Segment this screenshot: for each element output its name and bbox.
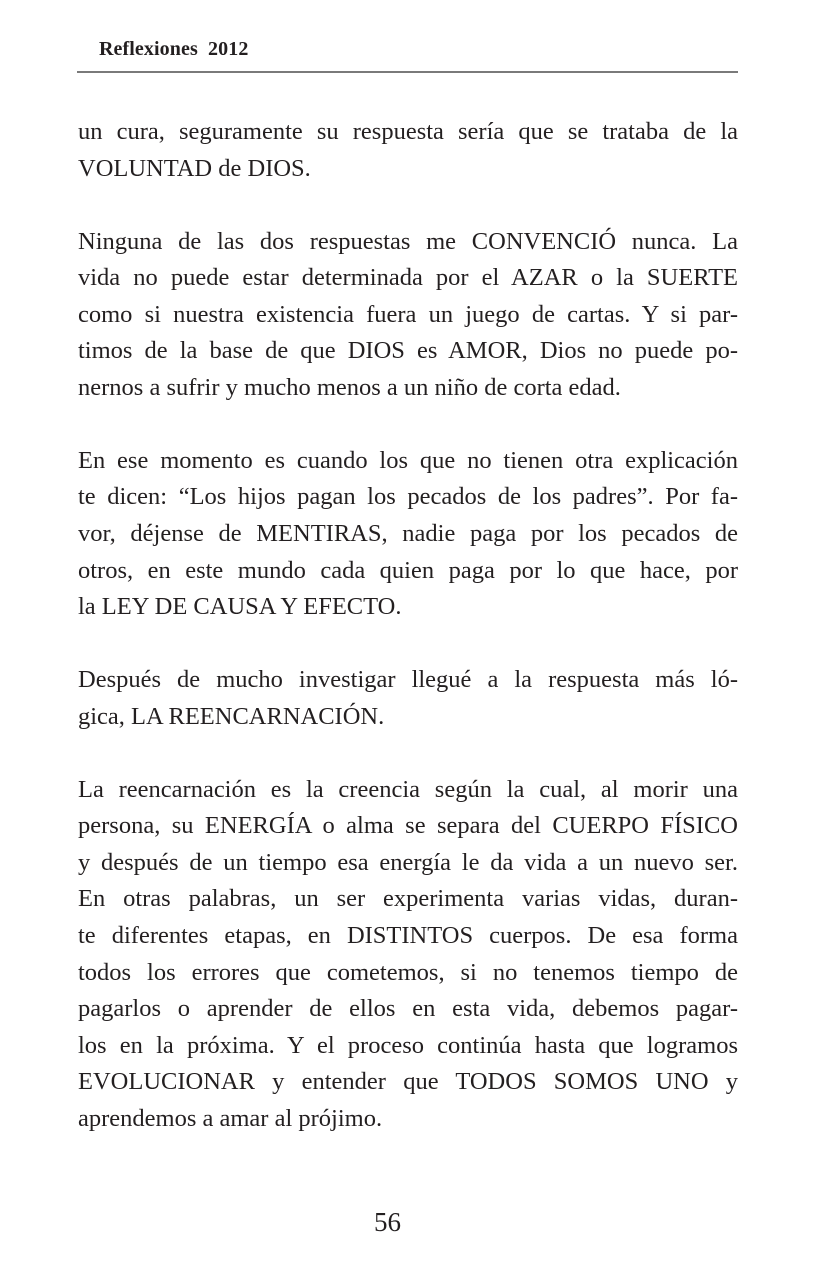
page-number: 56	[374, 1207, 401, 1237]
text-line: te dicen: “Los hijos pagan los pecados de los padres”. Por fa-	[78, 483, 738, 511]
text-line: VOLUNTAD de DIOS.	[78, 154, 311, 182]
paragraph-3	[78, 443, 738, 626]
page-body	[78, 114, 738, 1174]
text-line: un cura, seguramente su respuesta sería que se trataba de la	[78, 118, 738, 145]
text-line: timos de la base de que DIOS es AMOR, Dios no puede po-	[78, 337, 738, 365]
text-line: persona, su ENERGÍA o alma se separa del CUERPO FÍSICO	[78, 812, 738, 840]
text-line: aprendemos a amar al prójimo.	[78, 1104, 383, 1132]
running-header-title: Reflexiones 2012	[99, 38, 249, 60]
paragraph-4	[78, 662, 738, 735]
text-line: otros, en este mundo cada quien paga por lo que hace, por	[78, 556, 738, 584]
text-line: EVOLUCIONAR y entender que TODOS SOMOS UNO y	[78, 1068, 738, 1096]
text-line: la LEY DE CAUSA Y EFECTO.	[78, 593, 402, 621]
text-line: Ninguna de las dos respuestas me CONVENCIÓ nunca. La	[78, 227, 738, 255]
text-line: como si nuestra existencia fuera un juego de cartas. Y si par-	[78, 300, 738, 328]
paragraph-2	[78, 224, 738, 407]
text-line: vida no puede estar determinada por el AZAR o la SUERTE	[78, 264, 738, 292]
text-line: todos los errores que cometemos, si no tenemos tiempo de	[78, 958, 738, 986]
text-line: vor, déjense de MENTIRAS, nadie paga por los pecados de	[78, 520, 738, 548]
text-line: nernos a sufrir y mucho menos a un niño de corta edad.	[78, 373, 621, 401]
text-line: En otras palabras, un ser experimenta varias vidas, duran-	[78, 885, 738, 913]
paragraph-1	[78, 114, 738, 187]
text-line: los en la próxima. Y el proceso continúa hasta que logramos	[78, 1031, 738, 1059]
text-line: pagarlos o aprender de ellos en esta vida, debemos pagar-	[78, 995, 738, 1023]
text-line: La reencarnación es la creencia según la cual, al morir una	[78, 775, 738, 803]
text-line: y después de un tiempo esa energía le da vida a un nuevo ser.	[78, 848, 738, 876]
header-divider	[77, 71, 738, 73]
text-line: Después de mucho investigar llegué a la respuesta más ló-	[78, 666, 738, 694]
text-line: gica, LA REENCARNACIÓN.	[78, 702, 385, 730]
text-line: En ese momento es cuando los que no tienen otra explicación	[78, 446, 738, 474]
paragraph-5	[78, 772, 738, 1137]
text-line: te diferentes etapas, en DISTINTOS cuerpos. De esa forma	[78, 922, 738, 950]
